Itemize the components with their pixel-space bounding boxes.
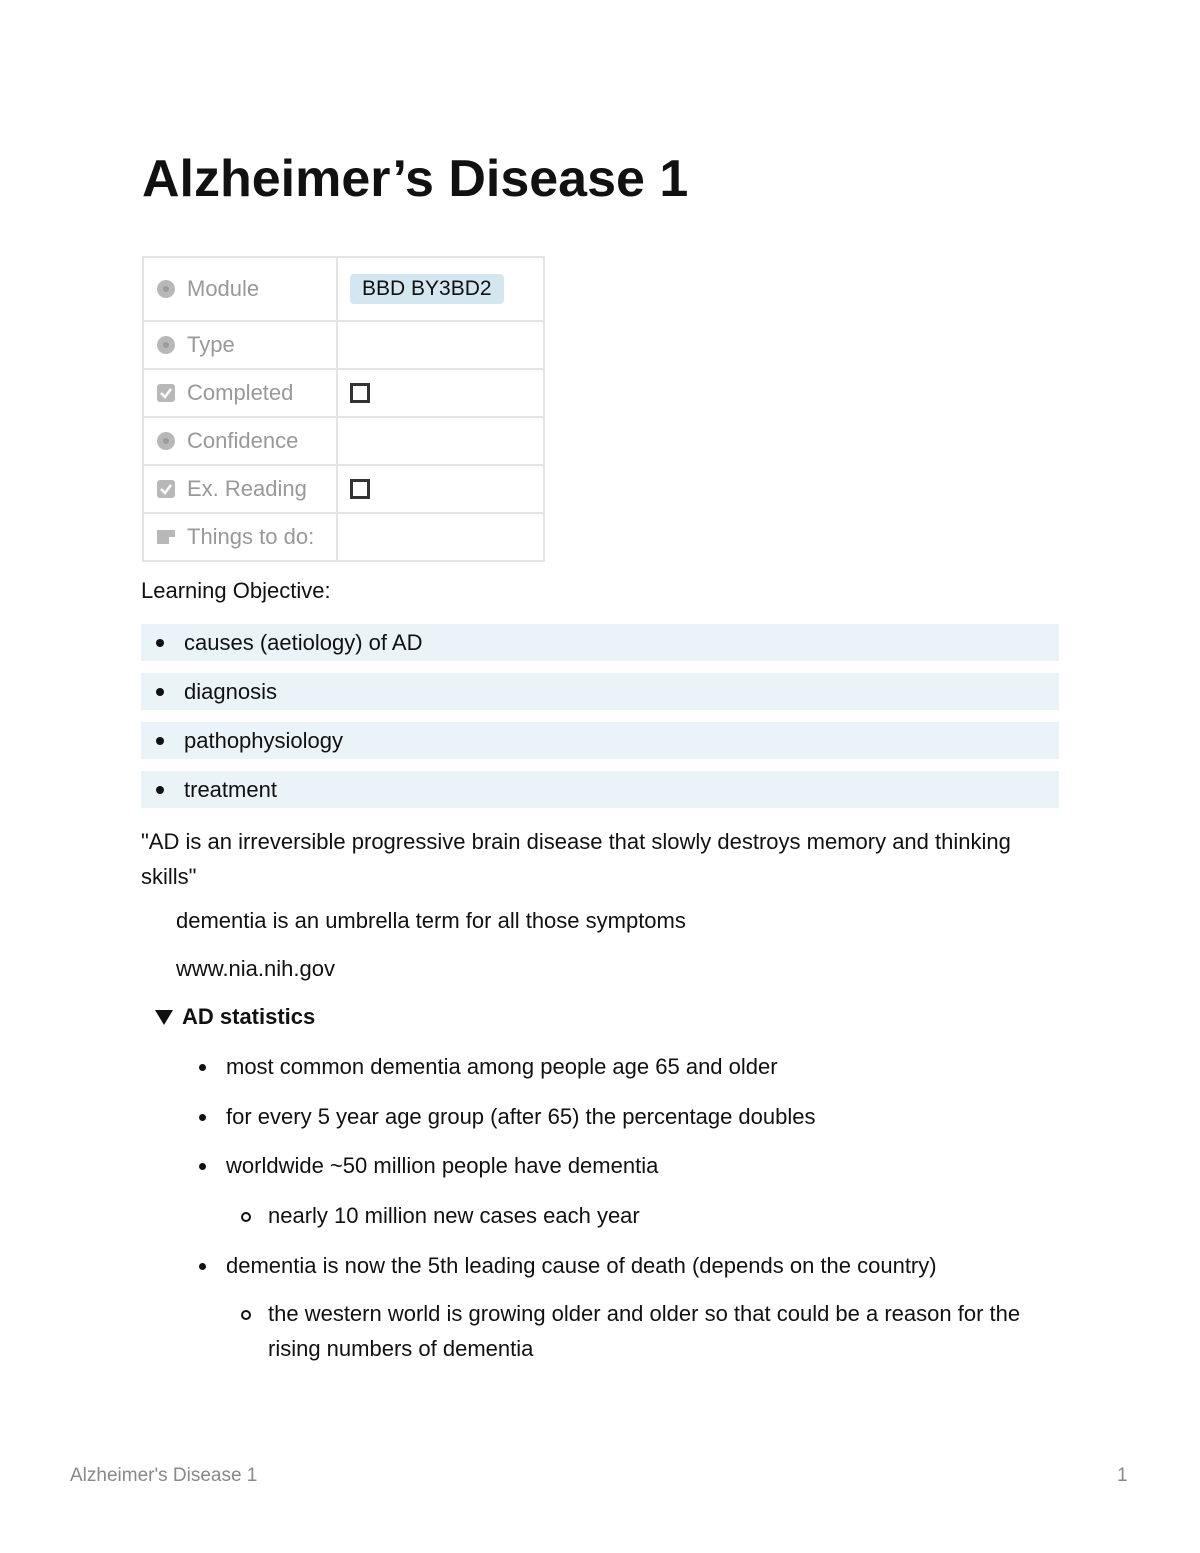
checkbox-icon <box>156 383 176 403</box>
properties-table <box>142 256 545 562</box>
select-icon <box>156 431 176 451</box>
confidence-value[interactable] <box>337 417 544 465</box>
property-row-confidence <box>143 417 544 465</box>
property-key: Completed <box>187 380 294 405</box>
property-key: Ex. Reading <box>187 476 307 501</box>
select-icon <box>156 279 176 299</box>
list-item: dementia is now the 5th leading cause of death (depends on the country) <box>226 1248 1046 1283</box>
triangle-down-icon <box>155 1010 173 1025</box>
type-value[interactable] <box>337 321 544 369</box>
module-tag[interactable]: BBD BY3BD2 <box>350 274 504 304</box>
learning-objective-label: Learning Objective: <box>141 578 331 603</box>
list-item: most common dementia among people age 65 and older <box>226 1049 1046 1084</box>
list-item: for every 5 year age group (after 65) the percentage doubles <box>226 1099 1046 1134</box>
property-row-type <box>143 321 544 369</box>
things-to-do-value[interactable] <box>337 513 544 561</box>
list-item: worldwide ~50 million people have dementia <box>226 1148 1046 1183</box>
note-dementia: dementia is an umbrella term for all those symptoms <box>176 908 686 933</box>
list-item: the western world is growing older and older so that could be a reason for the rising numbers of dementia <box>268 1296 1048 1366</box>
list-item: nearly 10 million new cases each year <box>268 1198 1048 1233</box>
list-item: causes (aetiology) of AD <box>141 624 1059 661</box>
property-row-ex-reading <box>143 465 544 513</box>
ex-reading-checkbox[interactable] <box>350 479 370 499</box>
property-row-things-to-do <box>143 513 544 561</box>
list-item: treatment <box>141 771 1059 808</box>
toggle-ad-statistics[interactable] <box>155 1004 315 1030</box>
property-key: Things to do: <box>187 524 315 549</box>
text-icon <box>156 527 176 547</box>
property-row-completed <box>143 369 544 417</box>
property-key: Module <box>187 276 260 301</box>
property-row-module <box>143 257 544 321</box>
page-number: 1 <box>1117 1465 1128 1486</box>
note-url: www.nia.nih.gov <box>176 956 335 981</box>
select-icon <box>156 335 176 355</box>
property-key: Type <box>187 332 235 357</box>
list-item: pathophysiology <box>141 722 1059 759</box>
toggle-title: AD statistics <box>182 1004 316 1029</box>
objectives-list <box>141 624 1059 820</box>
completed-checkbox[interactable] <box>350 383 370 403</box>
checkbox-icon <box>156 479 176 499</box>
definition-quote: "AD is an irreversible progressive brain disease that slowly destroys memory and thinking skills" <box>141 829 1011 889</box>
property-key: Confidence <box>187 428 299 453</box>
page-title: Alzheimer’s Disease 1 <box>142 150 689 208</box>
list-item: diagnosis <box>141 673 1059 710</box>
footer-title: Alzheimer's Disease 1 <box>70 1465 258 1486</box>
